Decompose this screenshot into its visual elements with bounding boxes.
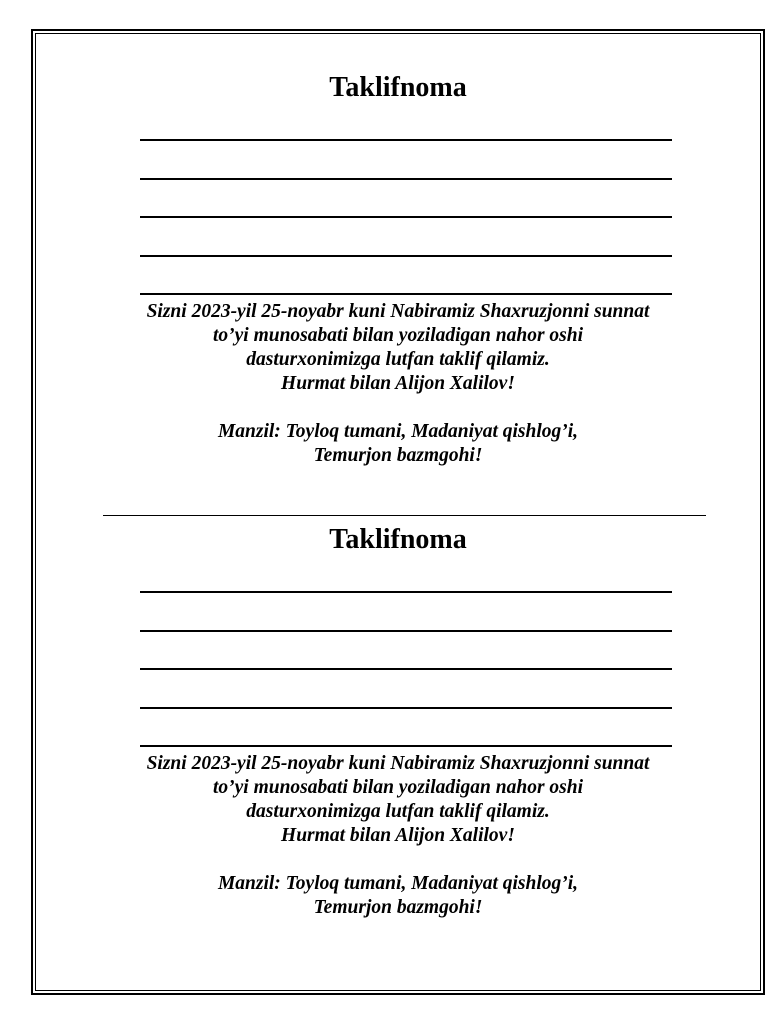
message-line: dasturxonimizga lutfan taklif qilamiz.: [246, 349, 550, 370]
blank-name-line: [140, 255, 672, 257]
address-line: Manzil: Toyloq tumani, Madaniyat qishlog’i,: [217, 873, 579, 894]
invitation-message: [36, 300, 760, 468]
signature-line: Hurmat bilan Alijon Xalilov!: [281, 373, 515, 394]
blank-name-line: [140, 591, 672, 593]
invitation-message: [36, 752, 760, 920]
blank-name-line: [140, 216, 672, 218]
blank-name-line: [140, 139, 672, 141]
blank-name-line: [140, 745, 672, 747]
blank-name-line: [140, 668, 672, 670]
address-line: Manzil: Toyloq tumani, Madaniyat qishlog’i,: [217, 421, 579, 442]
invitation-card-1: [36, 60, 760, 510]
venue-line: Temurjon bazmgohi!: [313, 445, 483, 466]
message-line: to’yi munosabati bilan yoziladigan nahor oshi: [212, 325, 584, 346]
invitation-card-2: [36, 512, 760, 962]
blank-name-line: [140, 630, 672, 632]
invitation-title: Taklifnoma: [329, 72, 467, 103]
signature-line: Hurmat bilan Alijon Xalilov!: [281, 825, 515, 846]
blank-name-line: [140, 293, 672, 295]
blank-name-line: [140, 178, 672, 180]
message-line: Sizni 2023-yil 25-noyabr kuni Nabiramiz Shaxruzjonni sunnat: [146, 753, 650, 774]
invitation-title: Taklifnoma: [329, 524, 467, 555]
message-line: dasturxonimizga lutfan taklif qilamiz.: [246, 801, 550, 822]
message-line: Sizni 2023-yil 25-noyabr kuni Nabiramiz Shaxruzjonni sunnat: [146, 301, 650, 322]
blank-name-line: [140, 707, 672, 709]
message-line: to’yi munosabati bilan yoziladigan nahor oshi: [212, 777, 584, 798]
venue-line: Temurjon bazmgohi!: [313, 897, 483, 918]
